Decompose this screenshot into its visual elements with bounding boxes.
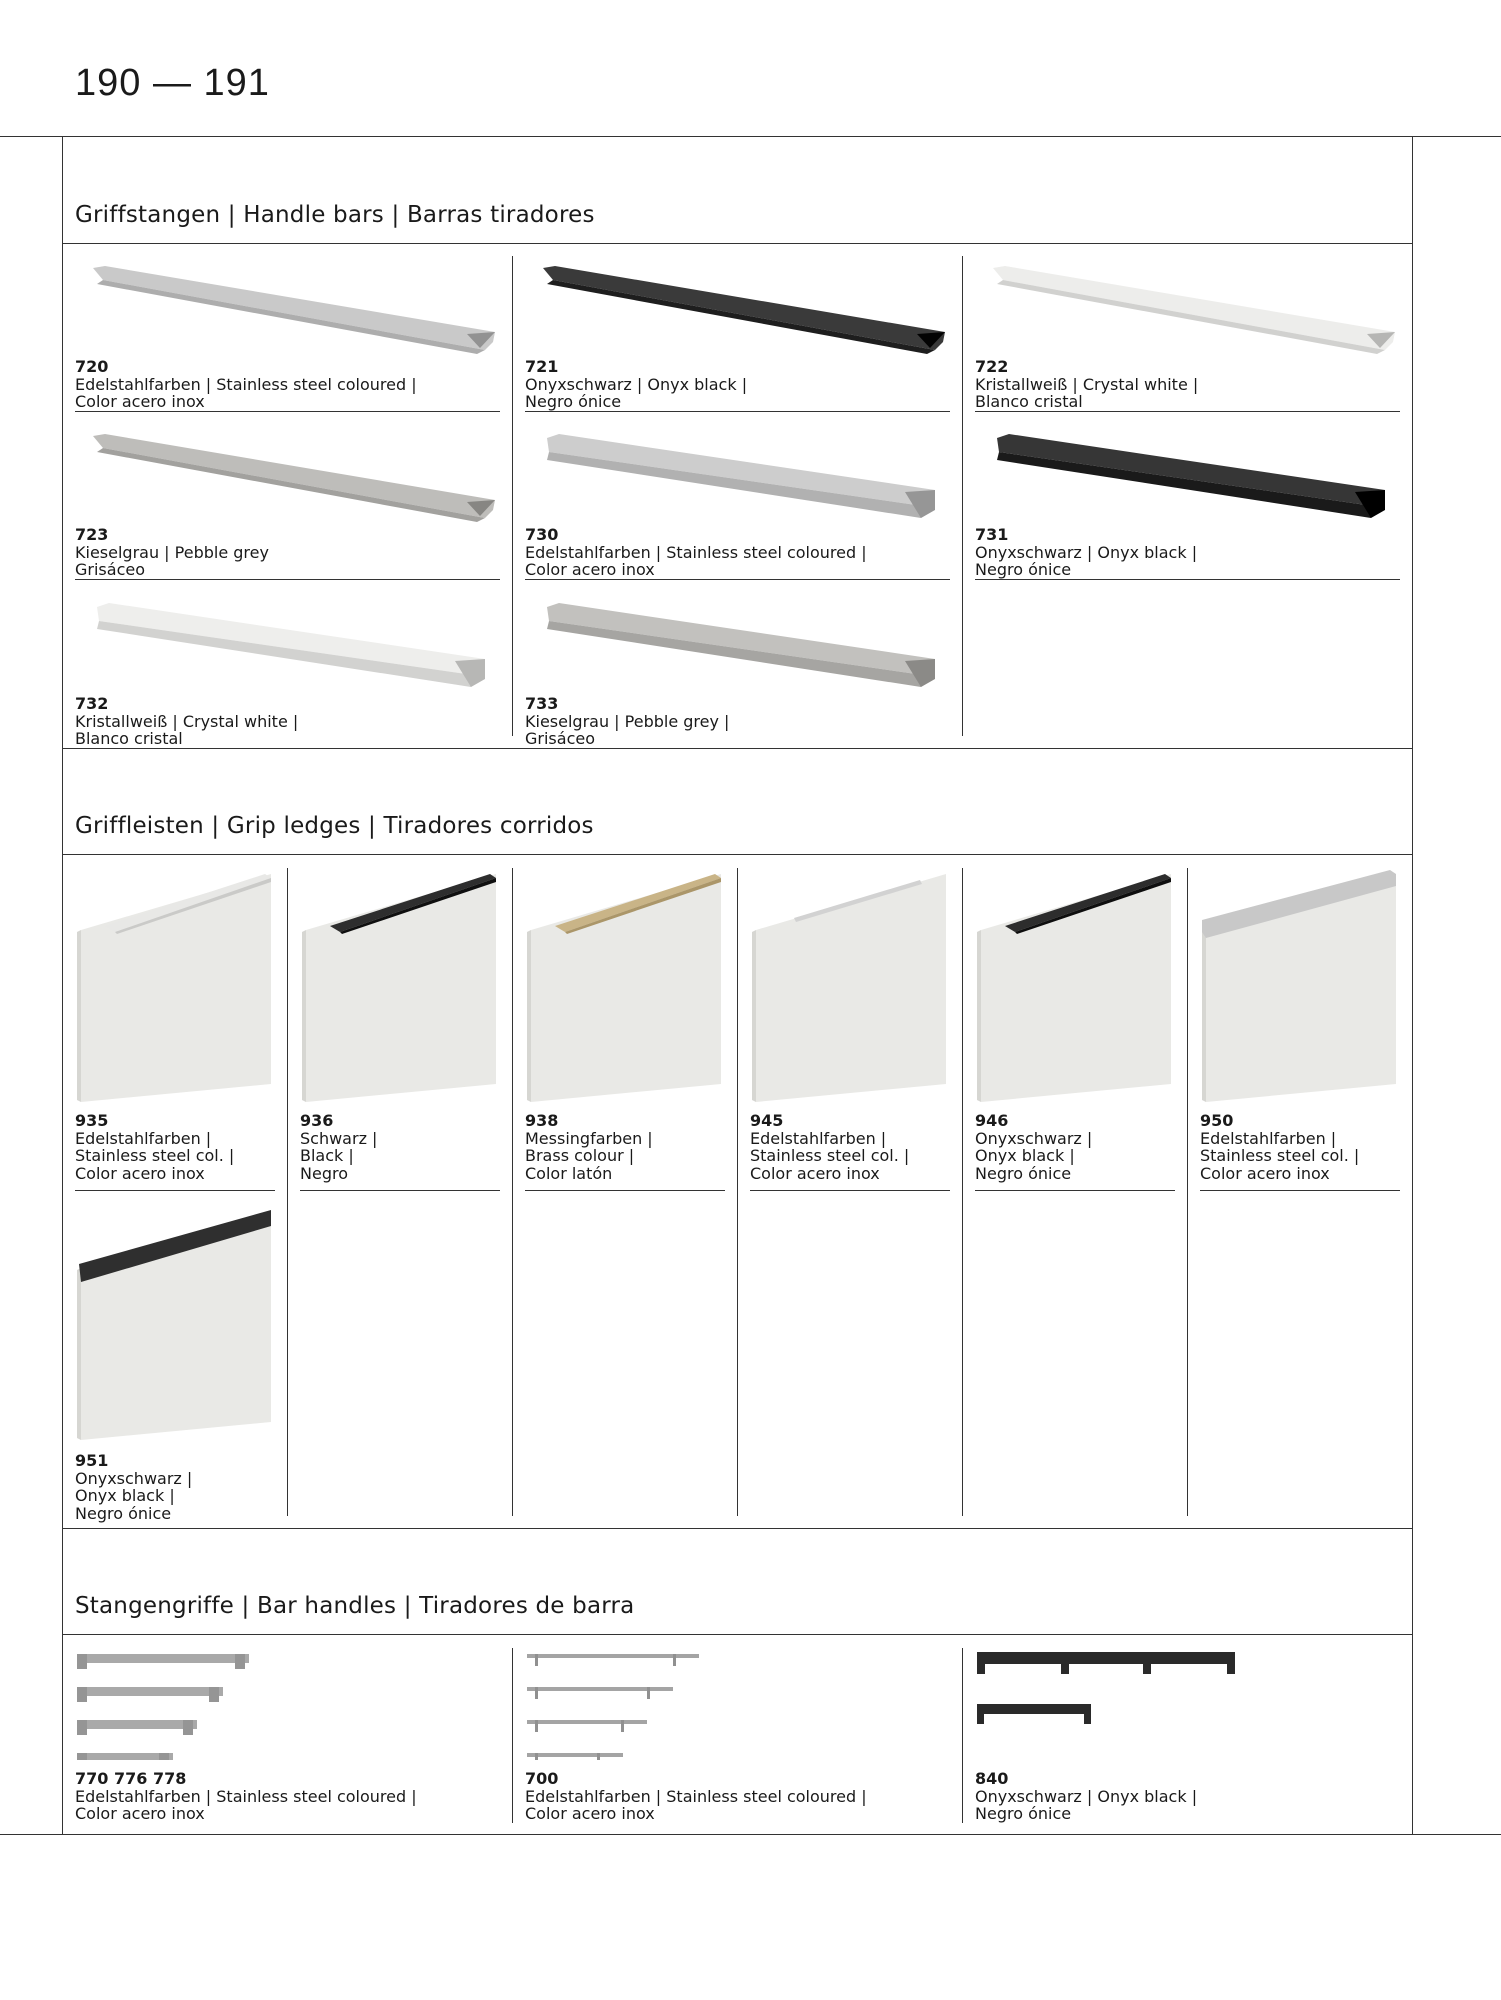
grip-ledge-image (75, 870, 275, 1105)
bar-handle-post (977, 1652, 985, 1674)
cabinet-panel-edge (302, 930, 306, 1102)
cabinet-panel (756, 874, 946, 1102)
bar-handle-image (525, 1650, 805, 1760)
item-code: 945 (750, 1111, 784, 1130)
item-description-line: Stainless steel col. | (75, 1146, 235, 1165)
bar-underside (997, 280, 1385, 354)
bar-handle-post (77, 1687, 87, 1702)
item-description-line: Onyxschwarz | (75, 1468, 193, 1488)
item-label (525, 358, 747, 411)
item-description-line: Edelstahlfarben | Stainless steel coloured | (75, 1786, 417, 1806)
section-rule (62, 1634, 1412, 1635)
item-description-line: Color acero inox (750, 1163, 880, 1183)
handle-bar-image (525, 430, 945, 525)
item-label (75, 1770, 417, 1823)
grip-ledge-image (975, 870, 1175, 1105)
item-description-line: Color acero inox (75, 392, 205, 411)
section-rule (62, 748, 1412, 749)
bar-face (93, 266, 495, 350)
grip-ledge-image (300, 870, 500, 1105)
handle-bar-image (975, 262, 1395, 357)
grip-ledge-image (750, 870, 950, 1105)
handle-bar-image (525, 262, 945, 357)
item-description-line: Onyxschwarz | (975, 1128, 1093, 1148)
item-description-line: Edelstahlfarben | Stainless steel coloured | (75, 374, 417, 394)
bar-handle (977, 1704, 1091, 1714)
item-description-line: Brass colour | (525, 1146, 635, 1165)
handle-bar-image (525, 599, 945, 694)
bar-handle (527, 1753, 623, 1757)
item-description-line: Onyx black | (75, 1486, 175, 1505)
item-code: 950 (1200, 1111, 1234, 1130)
item-rule (750, 1190, 950, 1191)
item-description-line: Grisáceo (525, 729, 595, 748)
bar-handle-image (975, 1650, 1255, 1760)
handle-bar-image (75, 599, 495, 694)
item-code: 733 (525, 694, 559, 713)
item-label (1200, 1112, 1359, 1182)
column-divider (512, 1648, 513, 1823)
item-rule (300, 1190, 500, 1191)
item-code: 946 (975, 1111, 1009, 1130)
cabinet-panel-edge (977, 930, 981, 1102)
item-description-line: Schwarz | (300, 1128, 378, 1148)
bar-face (997, 434, 1385, 506)
item-code: 700 (525, 1769, 559, 1788)
item-description-line: Kieselgrau | Pebble grey | (525, 711, 730, 731)
item-label (75, 1112, 234, 1182)
bar-handle (77, 1720, 197, 1729)
item-description-line: Color latón (525, 1163, 613, 1183)
item-description-line: Color acero inox (75, 1804, 205, 1823)
item-description-line: Negro ónice (975, 560, 1072, 579)
item-description-line: Negro ónice (975, 1163, 1072, 1183)
item-description-line: Black | (300, 1146, 354, 1165)
item-rule (75, 579, 500, 580)
item-description-line: Onyxschwarz | Onyx black | (525, 374, 748, 394)
item-label (75, 1452, 192, 1522)
item-label (975, 1112, 1092, 1182)
bar-handle-post (77, 1753, 87, 1760)
item-label (525, 1112, 653, 1182)
item-label (525, 1770, 867, 1823)
item-description-line: Edelstahlfarben | Stainless steel coloured | (525, 542, 867, 562)
bar-handle-post (1061, 1652, 1069, 1674)
item-code: 951 (75, 1451, 109, 1470)
bar-face (97, 603, 485, 675)
bar-face (993, 266, 1395, 350)
item-rule (975, 1190, 1175, 1191)
item-code: 770 776 778 (75, 1769, 187, 1788)
item-description-line: Kieselgrau | Pebble grey (75, 542, 269, 562)
item-description-line: Edelstahlfarben | (750, 1128, 887, 1148)
bar-handle (527, 1687, 673, 1691)
item-code: 730 (525, 525, 559, 544)
item-rule (75, 411, 500, 412)
item-description-line: Blanco cristal (75, 729, 183, 748)
bar-handle-post (535, 1687, 538, 1699)
bar-handle (977, 1652, 1235, 1664)
frame-right (1412, 136, 1413, 1834)
bar-handle-post (209, 1687, 219, 1702)
item-description-line: Edelstahlfarben | Stainless steel coloured | (525, 1786, 867, 1806)
section-rule (62, 243, 1412, 244)
bar-handle-post (597, 1753, 600, 1760)
item-description-line: Grisáceo (75, 560, 145, 579)
item-code: 721 (525, 357, 559, 376)
cabinet-panel-edge (77, 930, 81, 1102)
item-description-line: Negro ónice (75, 1503, 172, 1523)
item-rule (525, 411, 950, 412)
item-rule (75, 1190, 275, 1191)
item-rule (525, 1190, 725, 1191)
cabinet-panel-edge (527, 930, 531, 1102)
item-label (300, 1112, 377, 1182)
cabinet-panel-edge (752, 930, 756, 1102)
bar-handle-post (647, 1687, 650, 1699)
section-rule (62, 1528, 1412, 1529)
section-rule (62, 854, 1412, 855)
column-divider (962, 256, 963, 736)
item-description-line: Color acero inox (525, 1804, 655, 1823)
item-description-line: Color acero inox (1200, 1163, 1330, 1183)
item-description-line: Negro (300, 1163, 348, 1183)
item-label (750, 1112, 909, 1182)
bar-handle-post (535, 1753, 538, 1760)
item-description-line: Negro ónice (525, 392, 622, 411)
item-rule (1200, 1190, 1400, 1191)
item-description-line: Kristallweiß | Crystal white | (975, 374, 1199, 394)
column-divider (512, 256, 513, 736)
item-description-line: Stainless steel col. | (1200, 1146, 1360, 1165)
bar-handle (77, 1687, 223, 1696)
item-code: 723 (75, 525, 109, 544)
item-code: 936 (300, 1111, 334, 1130)
bar-handle-post (535, 1720, 538, 1732)
bar-face (547, 603, 935, 675)
grip-ledge-image (525, 870, 725, 1105)
item-description-line: Blanco cristal (975, 392, 1083, 411)
bar-face (543, 266, 945, 350)
column-divider (962, 868, 963, 1516)
item-rule (975, 411, 1400, 412)
handle-bar-image (75, 430, 495, 525)
bar-handle (77, 1654, 249, 1663)
bar-handle (527, 1720, 647, 1724)
bar-face (547, 434, 935, 506)
section-title-handle-bars: Griffstangen | Handle bars | Barras tiradores (75, 202, 595, 228)
cabinet-panel-edge (1202, 930, 1206, 1102)
column-divider (287, 868, 288, 1516)
bar-handle-post (535, 1654, 538, 1666)
handle-bar-image (75, 262, 495, 357)
bar-face (93, 434, 495, 518)
item-label (75, 695, 298, 748)
bar-handle-post (621, 1720, 624, 1732)
grip-ledge-image (1200, 870, 1400, 1105)
item-description-line: Edelstahlfarben | (1200, 1128, 1337, 1148)
item-label (975, 526, 1197, 579)
bar-handle-post (1143, 1652, 1151, 1674)
section-title-grip-ledges: Griffleisten | Grip ledges | Tiradores corridos (75, 813, 594, 839)
item-description-line: Edelstahlfarben | (75, 1128, 212, 1148)
item-rule (975, 579, 1400, 580)
item-code: 720 (75, 357, 109, 376)
item-label (975, 358, 1198, 411)
item-code: 938 (525, 1111, 559, 1130)
item-description-line: Onyxschwarz | Onyx black | (975, 1786, 1198, 1806)
bar-underside (97, 280, 485, 354)
item-label (75, 358, 417, 411)
bar-handle-post (77, 1654, 87, 1669)
top-rule (0, 136, 1501, 137)
item-description-line: Onyxschwarz | Onyx black | (975, 542, 1198, 562)
item-code: 731 (975, 525, 1009, 544)
bar-handle-image (75, 1650, 355, 1760)
item-description-line: Kristallweiß | Crystal white | (75, 711, 299, 731)
item-code: 722 (975, 357, 1009, 376)
item-label (525, 695, 729, 748)
bottom-rule (0, 1834, 1501, 1835)
bar-handle-post (673, 1654, 676, 1666)
bar-handle-post (977, 1704, 984, 1724)
page-number: 190 — 191 (75, 62, 270, 104)
item-code: 935 (75, 1111, 109, 1130)
item-label (75, 526, 269, 579)
handle-bar-image (975, 430, 1395, 525)
cabinet-panel-edge (77, 1268, 81, 1440)
column-divider (1187, 868, 1188, 1516)
bar-underside (547, 280, 935, 354)
bar-handle-post (1227, 1652, 1235, 1674)
item-description-line: Onyx black | (975, 1146, 1075, 1165)
bar-handle-post (1084, 1704, 1091, 1724)
bar-handle-post (77, 1720, 87, 1735)
bar-handle-post (159, 1753, 169, 1760)
item-description-line: Stainless steel col. | (750, 1146, 910, 1165)
frame-left (62, 136, 63, 1834)
item-description-line: Messingfarben | (525, 1128, 653, 1148)
section-title-bar-handles: Stangengriffe | Bar handles | Tiradores de barra (75, 1593, 635, 1619)
item-label (975, 1770, 1197, 1823)
grip-ledge-image (75, 1208, 275, 1443)
item-description-line: Negro ónice (975, 1804, 1072, 1823)
column-divider (962, 1648, 963, 1823)
item-label (525, 526, 867, 579)
item-code: 840 (975, 1769, 1009, 1788)
item-code: 732 (75, 694, 109, 713)
item-description-line: Color acero inox (75, 1163, 205, 1183)
bar-handle-post (183, 1720, 193, 1735)
item-description-line: Color acero inox (525, 560, 655, 579)
item-rule (525, 579, 950, 580)
bar-handle (77, 1753, 173, 1760)
bar-underside (97, 448, 485, 522)
column-divider (512, 868, 513, 1516)
column-divider (737, 868, 738, 1516)
bar-handle-post (235, 1654, 245, 1669)
